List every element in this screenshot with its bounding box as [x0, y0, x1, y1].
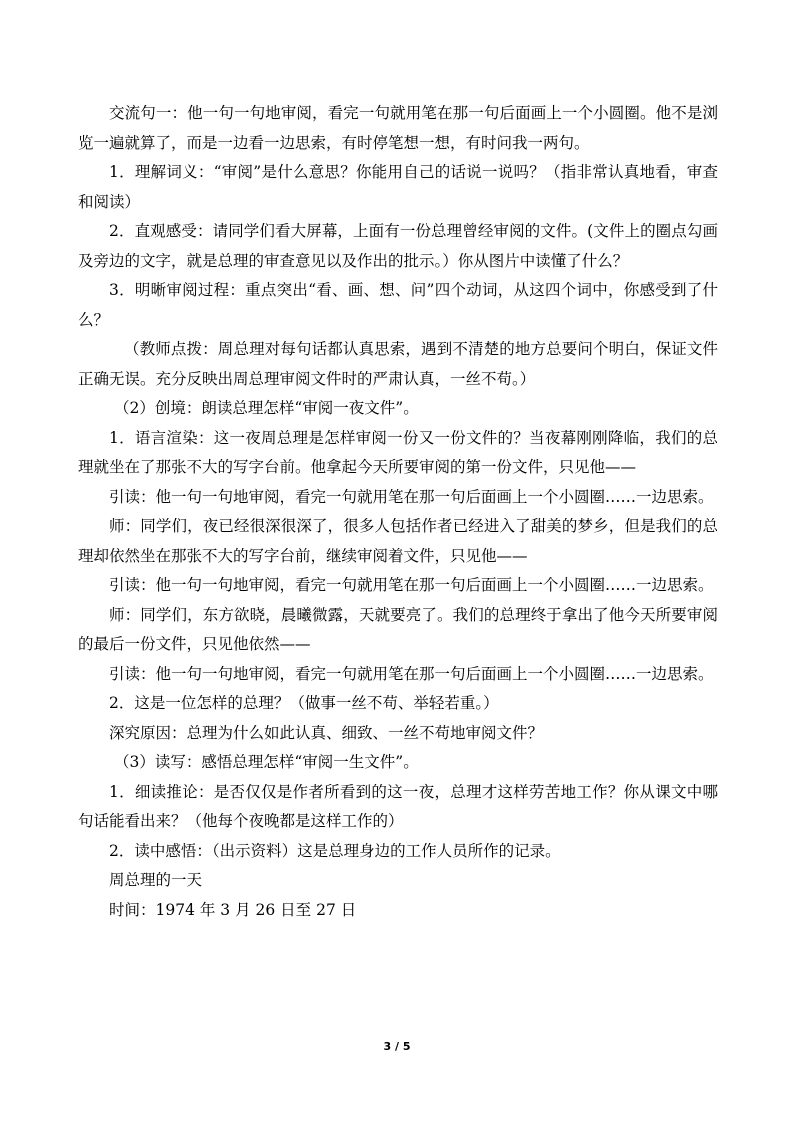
paragraph-section-2-heading: （2）创境：朗读总理怎样“审阅一夜文件”。	[114, 399, 419, 417]
paragraph-teacher-2: 师：同学们，东方欲晓，晨曦微露，天就要亮了。我们的总理终于拿出了他今天所要审阅的最后一份文件，只见他依然——	[78, 605, 718, 653]
paragraph-guided-reading-2: 引读：他一句一句地审阅，看完一句就用笔在那一句后面画上一个小圆圈……一边思索。	[109, 576, 714, 594]
paragraph-reading-insight: 2．读中感悟：（出示资料）这是总理身边的工作人员所作的记录。	[109, 841, 561, 860]
paragraph-word-meaning: 1．理解词义：“审阅”是什么意思？你能用自己的话说一说吗？（指非常认真地看，审查和阅读）	[78, 163, 718, 211]
paragraph-guided-reading-3: 引读：他一句一句地审阅，看完一句就用笔在那一句后面画上一个小圆圈……一边思索。	[109, 664, 714, 683]
paragraph-premier-day-title: 周总理的一天	[109, 871, 203, 889]
paragraph-teacher-note: （教师点拨：周总理对每句话都认真思索，遇到不清楚的地方总要问个明白，保证文件正确无误。充分反映出周总理审阅文件时的严肃认真，一丝不苟。）	[78, 340, 718, 388]
paragraph-what-kind-premier: 2．这是一位怎样的总理？（做事一丝不苟、举轻若重。）	[109, 694, 499, 712]
paragraph-time: 时间：1974 年 3 月 26 日至 27 日	[109, 900, 357, 919]
paragraph-exchange-sentence: 交流句一：他一句一句地审阅，看完一句就用笔在那一句后面画上一个小圆圈。他不是浏览一遍就算了，而是一边看一边思索，有时停笔想一想，有时问我一两句。	[78, 104, 718, 152]
page-number: 3 / 5	[383, 1040, 411, 1053]
paragraph-teacher-1: 师：同学们，夜已经很深很深了，很多人包括作者已经进入了甜美的梦乡，但是我们的总理却依然坐在那张不大的写字台前，继续审阅着文件，只见他——	[78, 517, 718, 565]
paragraph-close-reading: 1．细读推论：是否仅仅是作者所看到的这一夜，总理才这样劳苦地工作？你从课文中哪句话能看出来？（他每个夜晚都是这样工作的）	[78, 782, 718, 830]
document-body	[78, 99, 718, 925]
paragraph-guided-reading-1: 引读：他一句一句地审阅，看完一句就用笔在那一句后面画上一个小圆圈……一边思索。	[109, 487, 714, 506]
paragraph-review-process: 3．明晰审阅过程：重点突出“看、画、想、问”四个动词，从这四个词中，你感受到了什么？	[78, 281, 718, 329]
paragraph-explore-reason: 深究原因：总理为什么如此认真、细致、一丝不苟地审阅文件？	[109, 723, 544, 742]
paragraph-section-3-heading: （3）读写：感悟总理怎样“审阅一生文件”。	[114, 753, 419, 771]
paragraph-language-rendering: 1．语言渲染：这一夜周总理是怎样审阅一份又一份文件的？当夜幕刚刚降临，我们的总理就坐在了那张不大的写字台前。他拿起今天所要审阅的第一份文件，只见他——	[78, 428, 718, 476]
paragraph-visual-feeling: 2．直观感受：请同学们看大屏幕，上面有一份总理曾经审阅的文件。(文件上的圈点勾画及旁边的文字，就是总理的审查意见以及作出的批示。）你从图片中读懂了什么？	[78, 222, 718, 270]
